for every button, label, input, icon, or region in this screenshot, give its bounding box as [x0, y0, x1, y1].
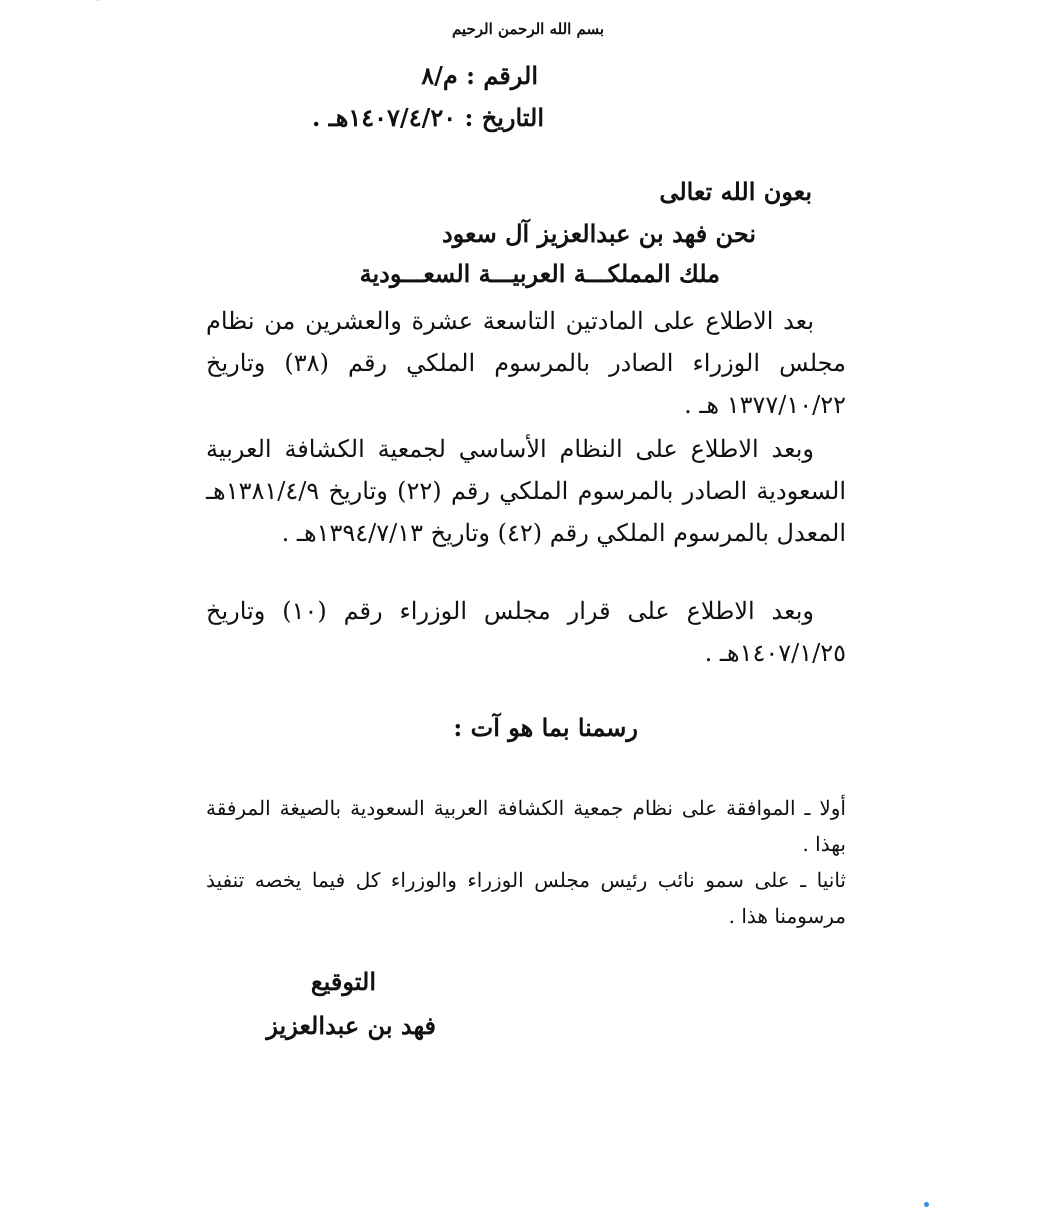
- decree-heading: رسمنا بما هو آت :: [453, 713, 638, 742]
- intro-line-2: نحن فهد بن عبدالعزيز آل سعود: [441, 219, 756, 248]
- signature-name: فهد بن عبدالعزيز: [266, 1011, 436, 1040]
- paragraph-3: وبعد الاطلاع على قرار مجلس الوزراء رقم (١٠) وتاريخ ١٤٠٧/١/٢٥هـ .: [206, 597, 846, 667]
- ink-speck: [924, 1202, 929, 1207]
- decree-number: الرقم : م/٨: [421, 61, 538, 90]
- basmala: بسم الله الرحمن الرحيم: [451, 20, 605, 38]
- article-2: ثانيا ـ على سمو نائب رئيس مجلس الوزراء والوزراء كل فيما يخصه تنفيذ مرسومنا هذا .: [206, 868, 846, 928]
- intro-line-3: ملك المملكـــة العربيـــة السعـــودية: [359, 259, 720, 288]
- paragraph-1: بعد الاطلاع على المادتين التاسعة عشرة والعشرين من نظام مجلس الوزراء الصادر بالمرسوم الملكي رقم (٣٨) وتاريخ ١٣٧٧/١٠/٢٢ هـ .: [206, 307, 846, 419]
- paragraph-2: وبعد الاطلاع على النظام الأساسي لجمعية الكشافة العربية السعودية الصادر بالمرسوم الملكي رقم (٢٢) وتاريخ ١٣٨١/٤/٩هـ المعدل بالمرسوم الملكي رقم (٤٢) وتاريخ ١٣٩٤/٧/١٣هـ .: [206, 435, 847, 547]
- article-1: أولا ـ الموافقة على نظام جمعية الكشافة العربية السعودية بالصيغة المرفقة بهذا .: [206, 796, 846, 856]
- decree-date: التاريخ : ١٤٠٧/٤/٢٠هـ .: [311, 103, 544, 132]
- corner-mark: [96, 0, 112, 7]
- signature-title: التوقيع: [310, 967, 376, 996]
- intro-line-1: بعون الله تعالى: [659, 177, 812, 206]
